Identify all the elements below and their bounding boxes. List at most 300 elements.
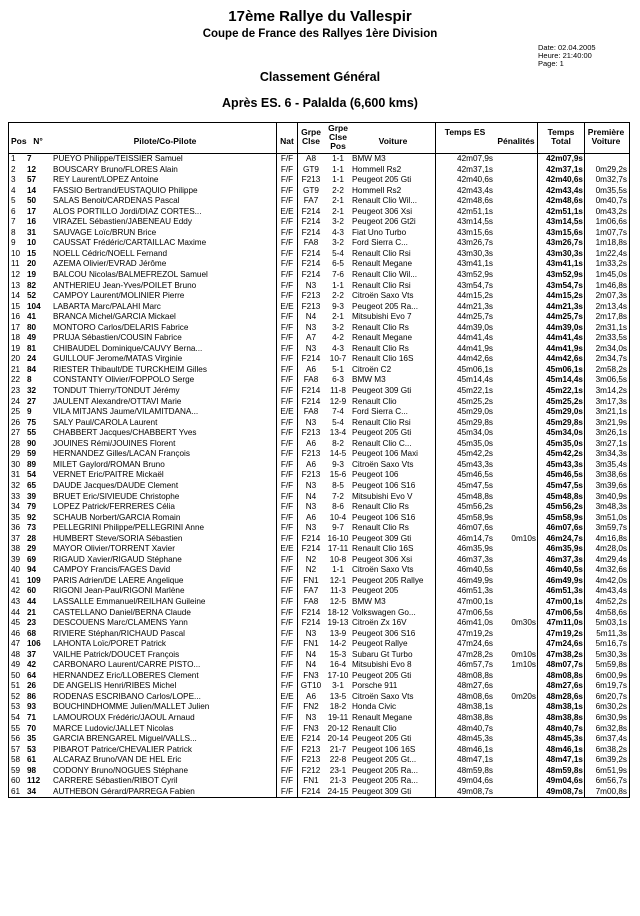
cell-grpe-pos: 1-1 bbox=[332, 164, 344, 174]
cell-temps-total: 45m29,0s bbox=[546, 407, 583, 417]
cell-grpe-pos: 13-9 bbox=[329, 628, 347, 638]
cell-pilote: REY Laurent/LOPEZ Antoine bbox=[53, 175, 159, 185]
cell-grpe-pos: 21-7 bbox=[329, 744, 347, 754]
cell-num: 39 bbox=[27, 491, 37, 501]
cell-pilote: VAILHE Patrick/DOUCET François bbox=[53, 649, 180, 659]
table-row bbox=[9, 523, 629, 534]
table-row bbox=[9, 565, 629, 576]
cell-temps-total: 44m21,3s bbox=[546, 301, 583, 311]
cell-temps-es: 48m46,1s bbox=[457, 744, 493, 754]
cell-grpe: F213 bbox=[301, 175, 321, 185]
cell-pilote: TONDUT Thierry/TONDUT Jérémy bbox=[53, 386, 180, 396]
table-row bbox=[9, 375, 629, 386]
cell-nat: F/F bbox=[280, 554, 294, 564]
cell-grpe-pos: 3-2 bbox=[332, 322, 344, 332]
cell-voiture: Peugeot 106 S16 bbox=[352, 512, 416, 522]
cell-grpe-pos: 18-12 bbox=[327, 607, 349, 617]
cell-grpe: F213 bbox=[301, 755, 321, 765]
cell-grpe: GT9 bbox=[303, 185, 319, 195]
cell-nat: F/F bbox=[280, 670, 294, 680]
cell-pilote: LASSALLE Emmanuel/REILHAN Guileine bbox=[53, 596, 206, 606]
cell-temps-es: 46m07,6s bbox=[457, 523, 493, 533]
cell-voiture: Citroën Saxo Vts bbox=[352, 565, 414, 575]
col-temps-es: Temps ES bbox=[444, 127, 486, 137]
cell-voiture: Peugeot 306 Xsi bbox=[352, 554, 413, 564]
cell-grpe: F214 bbox=[301, 248, 321, 258]
cell-temps-total: 45m42,2s bbox=[546, 449, 583, 459]
cell-pilote: CARRERE Sébastien/RIBOT Cyril bbox=[53, 776, 178, 786]
cell-pilote: MILET Gaylord/ROMAN Bruno bbox=[53, 459, 165, 469]
cell-voiture: Ford Sierra C... bbox=[352, 407, 408, 417]
cell-num: 52 bbox=[27, 291, 37, 301]
cell-pos: 33 bbox=[11, 491, 21, 501]
cell-premiere-voiture: 3m27,1s bbox=[595, 438, 627, 448]
table-row bbox=[9, 365, 629, 376]
cell-nat: F/F bbox=[280, 596, 294, 606]
table-row bbox=[9, 154, 629, 165]
cell-grpe-pos: 4-3 bbox=[332, 343, 344, 353]
cell-pilote: SALY Paul/CAROLA Laurent bbox=[53, 417, 158, 427]
table-row bbox=[9, 544, 629, 555]
cell-premiere-voiture: 6m19,7s bbox=[595, 681, 627, 691]
cell-pos: 43 bbox=[11, 596, 21, 606]
cell-temps-total: 45m22,1s bbox=[546, 386, 583, 396]
cell-temps-total: 45m46,5s bbox=[546, 470, 583, 480]
cell-num: 44 bbox=[27, 596, 37, 606]
cell-num: 104 bbox=[27, 301, 41, 311]
table-row bbox=[9, 745, 629, 756]
cell-num: 42 bbox=[27, 660, 37, 670]
cell-pilote: SCHAUB Norbert/GARCIA Romain bbox=[53, 512, 181, 522]
table-row bbox=[9, 418, 629, 429]
cell-premiere-voiture: 3m51,0s bbox=[595, 512, 627, 522]
cell-voiture: Renault Clio 16S bbox=[352, 544, 414, 554]
cell-pilote: BOUSCARY Bruno/FLORES Alain bbox=[53, 164, 178, 174]
cell-num: 106 bbox=[27, 639, 41, 649]
cell-grpe: F212 bbox=[301, 765, 321, 775]
cell-pilote: RIESTER Thibault/DE TURCKHEIM Gilles bbox=[53, 364, 207, 374]
cell-grpe: N2 bbox=[305, 554, 317, 564]
cell-premiere-voiture: 1m06,6s bbox=[595, 217, 627, 227]
cell-temps-total: 43m14,5s bbox=[546, 217, 583, 227]
cell-premiere-voiture: 4m42,0s bbox=[595, 575, 627, 585]
cell-voiture: Renault Clio Rsi bbox=[352, 417, 411, 427]
cell-voiture: Renault Clio Rsi bbox=[352, 248, 411, 258]
cell-temps-es: 46m37,3s bbox=[457, 554, 493, 564]
cell-grpe: A6 bbox=[305, 691, 316, 701]
cell-pos: 23 bbox=[11, 386, 21, 396]
cell-grpe: A6 bbox=[305, 364, 316, 374]
col-pilote: Pilote/Co-Pilote bbox=[133, 136, 197, 146]
col-premiere-voiture: Première Voiture bbox=[587, 127, 625, 146]
cell-voiture: Fiat Uno Turbo bbox=[352, 227, 407, 237]
cell-num: 57 bbox=[27, 175, 37, 185]
cell-temps-es: 45m06,1s bbox=[457, 364, 493, 374]
cell-grpe-pos: 6-5 bbox=[332, 259, 344, 269]
cell-nat: F/F bbox=[280, 618, 294, 628]
cell-premiere-voiture: 3m48,3s bbox=[595, 502, 627, 512]
cell-nat: F/F bbox=[280, 491, 294, 501]
table-row bbox=[9, 576, 629, 587]
cell-temps-es: 48m08,8s bbox=[457, 670, 493, 680]
cell-num: 89 bbox=[27, 459, 37, 469]
table-row bbox=[9, 681, 629, 692]
cell-premiere-voiture: 6m30,9s bbox=[595, 712, 627, 722]
cell-num: 14 bbox=[27, 185, 37, 195]
cell-num: 26 bbox=[27, 681, 37, 691]
table-row bbox=[9, 513, 629, 524]
cell-pilote: RIVIERE Stéphan/RICHAUD Pascal bbox=[53, 628, 185, 638]
cell-grpe: GT9 bbox=[303, 164, 319, 174]
cell-nat: F/F bbox=[280, 649, 294, 659]
cell-temps-total: 46m35,9s bbox=[546, 544, 583, 554]
cell-num: 54 bbox=[27, 470, 37, 480]
cell-voiture: Peugeot 205 Gt... bbox=[352, 755, 417, 765]
col-temps-total: Temps Total bbox=[547, 127, 575, 146]
cell-pilote: GUILLOUF Jerome/MATAS Virginie bbox=[53, 354, 183, 364]
cell-voiture: Peugeot 309 Gti bbox=[352, 533, 412, 543]
table-row bbox=[9, 724, 629, 735]
cell-nat: F/F bbox=[280, 227, 294, 237]
cell-grpe: FA7 bbox=[303, 586, 319, 596]
cell-pilote: DESCOUENS Marc/CLAMENS Yann bbox=[53, 618, 188, 628]
cell-temps-total: 44m15,2s bbox=[546, 291, 583, 301]
cell-nat: F/F bbox=[280, 702, 294, 712]
cell-nat: F/F bbox=[280, 459, 294, 469]
cell-pilote: BRUET Eric/SIVIEUDE Christophe bbox=[53, 491, 180, 501]
cell-num: 70 bbox=[27, 723, 37, 733]
cell-temps-es: 47m06,5s bbox=[457, 607, 493, 617]
cell-pilote: PELLEGRINI Philippe/PELLEGRINI Anne bbox=[53, 523, 205, 533]
table-row bbox=[9, 238, 629, 249]
cell-pos: 24 bbox=[11, 396, 21, 406]
cell-temps-total: 44m39,0s bbox=[546, 322, 583, 332]
cell-nat: F/F bbox=[280, 417, 294, 427]
cell-premiere-voiture: 2m34,7s bbox=[595, 354, 627, 364]
cell-nat: F/F bbox=[280, 523, 294, 533]
cell-temps-es: 44m42,6s bbox=[457, 354, 493, 364]
cell-premiere-voiture: 1m33,2s bbox=[595, 259, 627, 269]
cell-num: 7 bbox=[27, 154, 32, 163]
cell-grpe: N3 bbox=[305, 523, 317, 533]
table-row bbox=[9, 439, 629, 450]
cell-temps-es: 48m38,1s bbox=[457, 702, 493, 712]
cell-grpe: N2 bbox=[305, 565, 317, 575]
cell-temps-es: 43m30,3s bbox=[457, 248, 493, 258]
cell-num: 21 bbox=[27, 607, 37, 617]
cell-temps-total: 44m25,7s bbox=[546, 312, 583, 322]
cell-premiere-voiture: 1m45,0s bbox=[595, 270, 627, 280]
cell-premiere-voiture: 6m51,9s bbox=[595, 765, 627, 775]
cell-grpe-pos: 14-2 bbox=[329, 639, 347, 649]
cell-nat: E/E bbox=[280, 734, 294, 744]
cell-temps-es: 49m04,6s bbox=[457, 776, 493, 786]
cell-temps-total: 45m48,8s bbox=[546, 491, 583, 501]
cell-grpe-pos: 2-1 bbox=[332, 206, 344, 216]
cell-grpe-pos: 2-2 bbox=[332, 291, 344, 301]
cell-grpe-pos: 4-3 bbox=[332, 227, 344, 237]
cell-pos: 9 bbox=[11, 238, 16, 248]
cell-temps-es: 45m14,4s bbox=[457, 375, 493, 385]
cell-nat: F/F bbox=[280, 291, 294, 301]
cell-voiture: Peugeot 106 16S bbox=[352, 744, 416, 754]
cell-nat: F/F bbox=[280, 628, 294, 638]
cell-temps-es: 46m51,3s bbox=[457, 586, 493, 596]
cell-grpe: N3 bbox=[305, 480, 317, 490]
cell-nat: F/F bbox=[280, 765, 294, 775]
cell-grpe-pos: 6-3 bbox=[332, 375, 344, 385]
cell-voiture: Volkswagen Go... bbox=[352, 607, 416, 617]
cell-premiere-voiture: 0m32,7s bbox=[595, 175, 627, 185]
cell-grpe-pos: 13-5 bbox=[329, 691, 347, 701]
cell-pilote: HERNANDEZ Eric/LLOBERES Clement bbox=[53, 670, 199, 680]
cell-pos: 2 bbox=[11, 164, 16, 174]
cell-num: 53 bbox=[27, 744, 37, 754]
cell-pilote: BOUCHINDHOMME Julien/MALLET Julien bbox=[53, 702, 210, 712]
cell-pilote: CHABBERT Jacques/CHABBERT Yves bbox=[53, 428, 197, 438]
cell-pilote: CODONY Bruno/NOGUES Stéphane bbox=[53, 765, 189, 775]
cell-temps-es: 48m47,1s bbox=[457, 755, 493, 765]
cell-pos: 10 bbox=[11, 248, 21, 258]
cell-grpe: F213 bbox=[301, 449, 321, 459]
cell-nat: E/E bbox=[280, 301, 294, 311]
cell-temps-total: 44m42,6s bbox=[546, 354, 583, 364]
cell-grpe-pos: 23-1 bbox=[329, 765, 347, 775]
cell-pilote: RIGONI Jean-Paul/RIGONI Marlène bbox=[53, 586, 185, 596]
cell-pos: 13 bbox=[11, 280, 21, 290]
cell-num: 109 bbox=[27, 575, 41, 585]
cell-grpe: N3 bbox=[305, 502, 317, 512]
cell-grpe-pos: 11-3 bbox=[330, 586, 346, 596]
cell-pilote: VERNET Eric/PAITRE Mickaël bbox=[53, 470, 164, 480]
cell-nat: F/F bbox=[280, 364, 294, 374]
cell-nat: F/F bbox=[280, 185, 294, 195]
cell-pos: 20 bbox=[11, 354, 21, 364]
cell-voiture: Renault Megane bbox=[352, 259, 413, 269]
print-date: Date: 02.04.2005 bbox=[538, 43, 596, 52]
cell-pilote: CAMPOY Francis/FAGES David bbox=[53, 565, 171, 575]
cell-voiture: Citroën Saxo Vts bbox=[352, 459, 414, 469]
cell-pos: 7 bbox=[11, 217, 16, 227]
cell-pos: 34 bbox=[11, 502, 21, 512]
cell-temps-total: 49m04,6s bbox=[546, 776, 583, 786]
cell-premiere-voiture: 5m16,7s bbox=[595, 639, 627, 649]
cell-temps-es: 44m25,7s bbox=[457, 312, 493, 322]
cell-penalites: 0m10s bbox=[511, 649, 536, 659]
cell-grpe: F214 bbox=[301, 607, 321, 617]
cell-pilote: CAUSSAT Frédéric/CARTAILLAC Maxime bbox=[53, 238, 207, 248]
cell-temps-total: 47m24,6s bbox=[546, 639, 583, 649]
cell-num: 69 bbox=[27, 554, 37, 564]
cell-temps-es: 42m51,1s bbox=[457, 206, 493, 216]
table-body bbox=[9, 154, 629, 797]
cell-nat: F/F bbox=[280, 586, 294, 596]
cell-premiere-voiture: 5m30,3s bbox=[595, 649, 627, 659]
cell-temps-es: 43m52,9s bbox=[457, 270, 493, 280]
cell-nat: F/F bbox=[280, 639, 294, 649]
cell-temps-total: 45m25,2s bbox=[546, 396, 583, 406]
cell-temps-es: 42m43,4s bbox=[457, 185, 493, 195]
cell-temps-es: 47m28,2s bbox=[457, 649, 493, 659]
cell-nat: F/F bbox=[280, 480, 294, 490]
cell-num: 92 bbox=[27, 512, 37, 522]
cell-grpe-pos: 24-15 bbox=[327, 786, 349, 796]
cell-temps-es: 46m57,7s bbox=[457, 660, 493, 670]
cell-grpe-pos: 3-2 bbox=[332, 238, 344, 248]
cell-grpe: N4 bbox=[305, 649, 317, 659]
cell-premiere-voiture: 2m07,3s bbox=[595, 291, 627, 301]
col-grpe: Grpe Clse bbox=[301, 127, 321, 146]
cell-pos: 39 bbox=[11, 554, 21, 564]
cell-voiture: Peugeot 205 Ra... bbox=[352, 765, 419, 775]
table-row bbox=[9, 776, 629, 787]
cell-temps-es: 45m35,0s bbox=[457, 438, 493, 448]
cell-temps-es: 42m40,6s bbox=[457, 175, 493, 185]
cell-premiere-voiture: 6m56,7s bbox=[595, 776, 627, 786]
cell-temps-total: 42m37,1s bbox=[546, 164, 583, 174]
cell-temps-total: 45m35,0s bbox=[546, 438, 583, 448]
cell-temps-total: 48m38,8s bbox=[546, 712, 583, 722]
cell-nat: F/F bbox=[280, 175, 294, 185]
cell-grpe-pos: 10-4 bbox=[329, 512, 347, 522]
cell-voiture: Peugeot 206 Gt2i bbox=[352, 217, 416, 227]
cell-num: 12 bbox=[27, 164, 37, 174]
cell-temps-total: 43m52,9s bbox=[546, 270, 583, 280]
cell-num: 32 bbox=[27, 386, 37, 396]
table-row bbox=[9, 470, 629, 481]
table-row bbox=[9, 302, 629, 313]
cell-num: 81 bbox=[27, 343, 37, 353]
cell-num: 23 bbox=[27, 618, 37, 628]
cell-voiture: BMW M3 bbox=[352, 375, 386, 385]
cell-voiture: Hommell Rs2 bbox=[352, 185, 402, 195]
cell-nat: F/F bbox=[280, 312, 294, 322]
cell-premiere-voiture: 4m58,6s bbox=[595, 607, 627, 617]
cell-grpe: FA8 bbox=[303, 407, 319, 417]
results-table bbox=[8, 122, 630, 798]
cell-nat: E/E bbox=[280, 206, 294, 216]
cell-premiere-voiture: 2m34,0s bbox=[595, 343, 627, 353]
cell-grpe-pos: 17-10 bbox=[327, 670, 349, 680]
cell-num: 50 bbox=[27, 196, 37, 206]
cell-nat: F/F bbox=[280, 533, 294, 543]
cell-nat: F/F bbox=[280, 512, 294, 522]
cell-num: 60 bbox=[27, 586, 37, 596]
cell-voiture: Renault Clio bbox=[352, 723, 397, 733]
cell-temps-es: 47m19,2s bbox=[457, 628, 493, 638]
cell-num: 35 bbox=[27, 734, 37, 744]
cell-temps-es: 43m14,5s bbox=[457, 217, 493, 227]
cell-voiture: Peugeot 205 Gti bbox=[352, 734, 412, 744]
cell-pos: 8 bbox=[11, 227, 16, 237]
cell-voiture: Citroën Saxo Vts bbox=[352, 291, 414, 301]
cell-num: 31 bbox=[27, 227, 37, 237]
cell-num: 55 bbox=[27, 428, 37, 438]
cell-pos: 12 bbox=[11, 270, 21, 280]
table-row bbox=[9, 449, 629, 460]
table-row bbox=[9, 650, 629, 661]
cell-pos: 48 bbox=[11, 649, 21, 659]
cell-pilote: ALCARAZ Bruno/VAN DE HEL Eric bbox=[53, 755, 182, 765]
cell-premiere-voiture: 4m16,8s bbox=[595, 533, 627, 543]
cell-temps-es: 45m25,2s bbox=[457, 396, 493, 406]
cell-grpe: F214 bbox=[301, 206, 321, 216]
cell-voiture: Peugeot 106 bbox=[352, 470, 399, 480]
cell-premiere-voiture: 5m03,1s bbox=[595, 618, 627, 628]
cell-pos: 15 bbox=[11, 301, 21, 311]
cell-voiture: Renault Clio Rs bbox=[352, 502, 409, 512]
cell-pilote: JAULENT Alexandre/OTTAVI Marie bbox=[53, 396, 182, 406]
cell-pos: 38 bbox=[11, 544, 21, 554]
cell-premiere-voiture: 3m06,5s bbox=[595, 375, 627, 385]
cell-temps-es: 42m07,9s bbox=[457, 154, 493, 163]
cell-num: 61 bbox=[27, 755, 37, 765]
cell-temps-es: 45m29,8s bbox=[457, 417, 493, 427]
cell-pos: 21 bbox=[11, 364, 21, 374]
cell-voiture: Peugeot 306 S16 bbox=[352, 628, 416, 638]
cell-temps-es: 44m39,0s bbox=[457, 322, 493, 332]
cell-temps-es: 43m26,7s bbox=[457, 238, 493, 248]
cell-temps-total: 43m41,1s bbox=[546, 259, 583, 269]
cell-temps-total: 47m11,0s bbox=[546, 618, 583, 628]
cell-grpe: F214 bbox=[301, 533, 321, 543]
cell-temps-es: 46m35,9s bbox=[457, 544, 493, 554]
cell-temps-total: 47m00,1s bbox=[546, 596, 583, 606]
cell-grpe-pos: 5-4 bbox=[332, 248, 344, 258]
cell-grpe-pos: 10-8 bbox=[329, 554, 347, 564]
cell-voiture: Subaru Gt Turbo bbox=[352, 649, 413, 659]
cell-grpe-pos: 10-7 bbox=[329, 354, 347, 364]
cell-grpe-pos: 16-10 bbox=[327, 533, 349, 543]
cell-nat: F/F bbox=[280, 259, 294, 269]
cell-temps-es: 45m34,0s bbox=[457, 428, 493, 438]
cell-grpe-pos: 4-2 bbox=[332, 333, 344, 343]
cell-nat: E/E bbox=[280, 544, 294, 554]
cell-pilote: ALOS PORTILLO Jordi/DIAZ CORTES... bbox=[53, 206, 202, 216]
cell-pilote: BALCOU Nicolas/BALMEFREZOL Samuel bbox=[53, 270, 208, 280]
cell-pilote: HUMBERT Steve/SORIA Sébastien bbox=[53, 533, 183, 543]
cell-num: 37 bbox=[27, 649, 37, 659]
cell-nat: F/F bbox=[280, 723, 294, 733]
cell-num: 64 bbox=[27, 670, 37, 680]
cell-voiture: Peugeot 306 Xsi bbox=[352, 206, 413, 216]
cell-pilote: CAMPOY Laurent/MOLINIER Pierre bbox=[53, 291, 185, 301]
cell-temps-es: 49m08,7s bbox=[457, 786, 493, 796]
cell-temps-es: 45m42,2s bbox=[457, 449, 493, 459]
table-row bbox=[9, 608, 629, 619]
cell-grpe: A8 bbox=[305, 154, 316, 163]
table-row bbox=[9, 165, 629, 176]
cell-nat: F/F bbox=[280, 712, 294, 722]
cell-temps-total: 48m40,7s bbox=[546, 723, 583, 733]
col-penalites: Pénalités bbox=[497, 136, 535, 146]
cell-grpe-pos: 20-14 bbox=[327, 734, 349, 744]
cell-premiere-voiture: 0m43,2s bbox=[595, 206, 627, 216]
table-row bbox=[9, 629, 629, 640]
cell-voiture: BMW M3 bbox=[352, 596, 386, 606]
cell-grpe-pos: 1-1 bbox=[332, 175, 344, 185]
cell-grpe: F214 bbox=[301, 227, 321, 237]
cell-voiture: Peugeot 205 Gti bbox=[352, 670, 412, 680]
cell-pilote: CONSTANTY Olivier/FOPPOLO Serge bbox=[53, 375, 195, 385]
cell-voiture: Peugeot 205 bbox=[352, 586, 399, 596]
cell-temps-total: 44m41,4s bbox=[546, 333, 583, 343]
cell-voiture: Peugeot 205 Rallye bbox=[352, 575, 424, 585]
cell-voiture: Peugeot 205 Gti bbox=[352, 175, 412, 185]
cell-premiere-voiture: 3m21,1s bbox=[595, 407, 627, 417]
cell-grpe-pos: 7-6 bbox=[332, 270, 344, 280]
cell-nat: F/F bbox=[280, 333, 294, 343]
